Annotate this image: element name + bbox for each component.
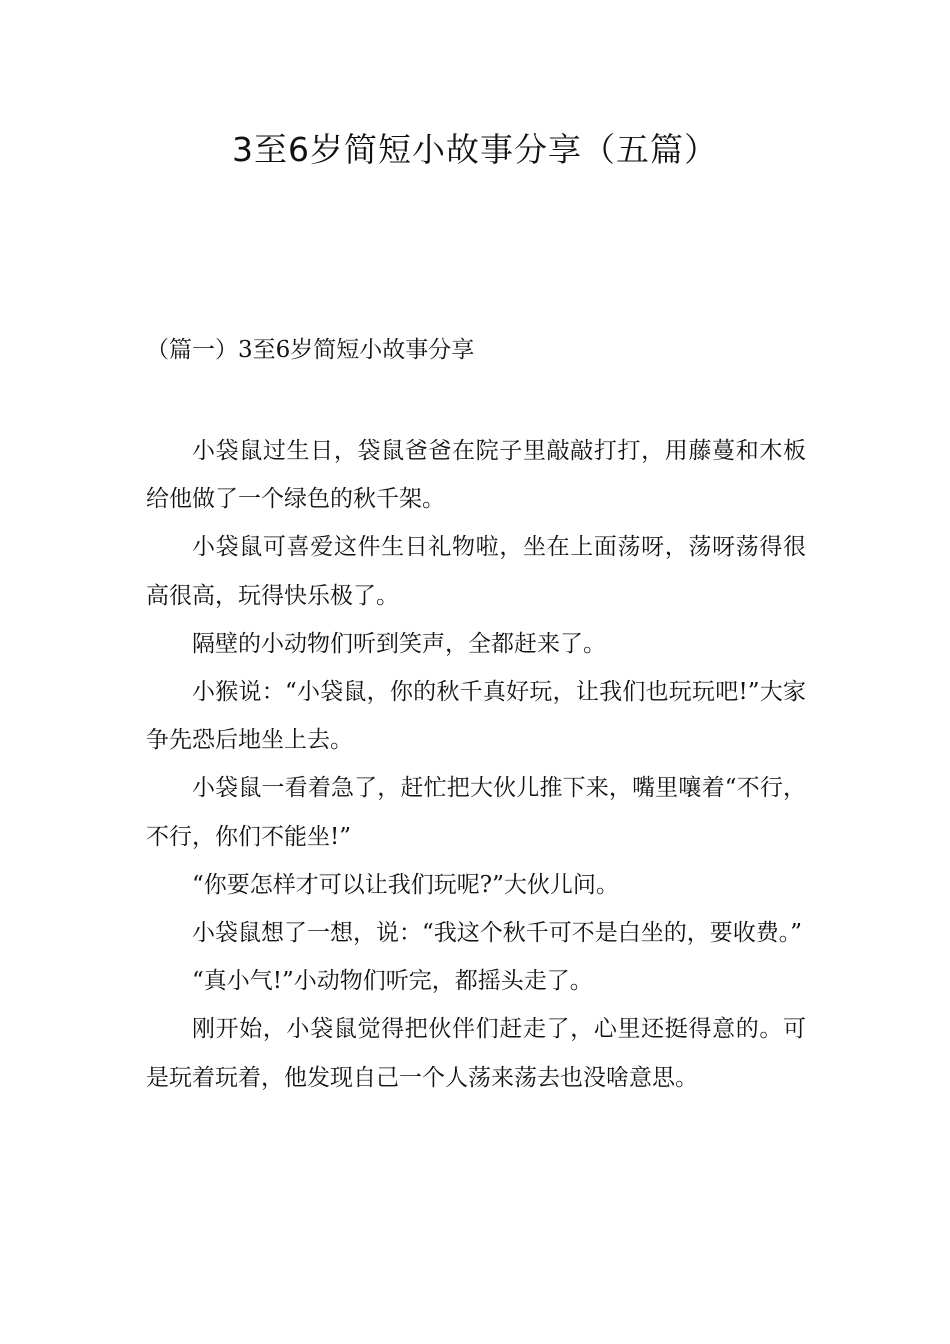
paragraph: “你要怎样才可以让我们玩呢?”大伙儿问。 <box>192 871 619 898</box>
paragraph: 刚开始，小袋鼠觉得把伙伴们赶走了，心里还挺得意的。可是玩着玩着，他发现自己一个人荡来荡去也没啥意思。 <box>146 1016 806 1091</box>
paragraph: 隔壁的小动物们听到笑声，全都赶来了。 <box>192 630 606 657</box>
paragraph: 小猴说：“小袋鼠，你的秋千真好玩，让我们也玩玩吧!”大家争先恐后地坐上去。 <box>146 679 806 754</box>
paragraph: 小袋鼠可喜爱这件生日礼物啦，坐在上面荡呀，荡呀荡得很高很高，玩得快乐极了。 <box>146 534 806 609</box>
section-heading: （篇一）3至6岁简短小故事分享 <box>146 337 475 363</box>
paragraph: 小袋鼠想了一想，说：“我这个秋千可不是白坐的，要收费。” <box>192 920 803 947</box>
paragraph: 小袋鼠过生日，袋鼠爸爸在院子里敲敲打打，用藤蔓和木板给他做了一个绿色的秋千架。 <box>146 438 806 513</box>
document-title: 3至6岁简短小故事分享（五篇） <box>232 130 718 169</box>
story-body <box>146 427 806 1102</box>
paragraph: “真小气!”小动物们听完，都摇头走了。 <box>192 968 593 995</box>
paragraph: 小袋鼠一看着急了，赶忙把大伙儿推下来，嘴里嚷着“不行，不行，你们不能坐!” <box>146 775 806 850</box>
